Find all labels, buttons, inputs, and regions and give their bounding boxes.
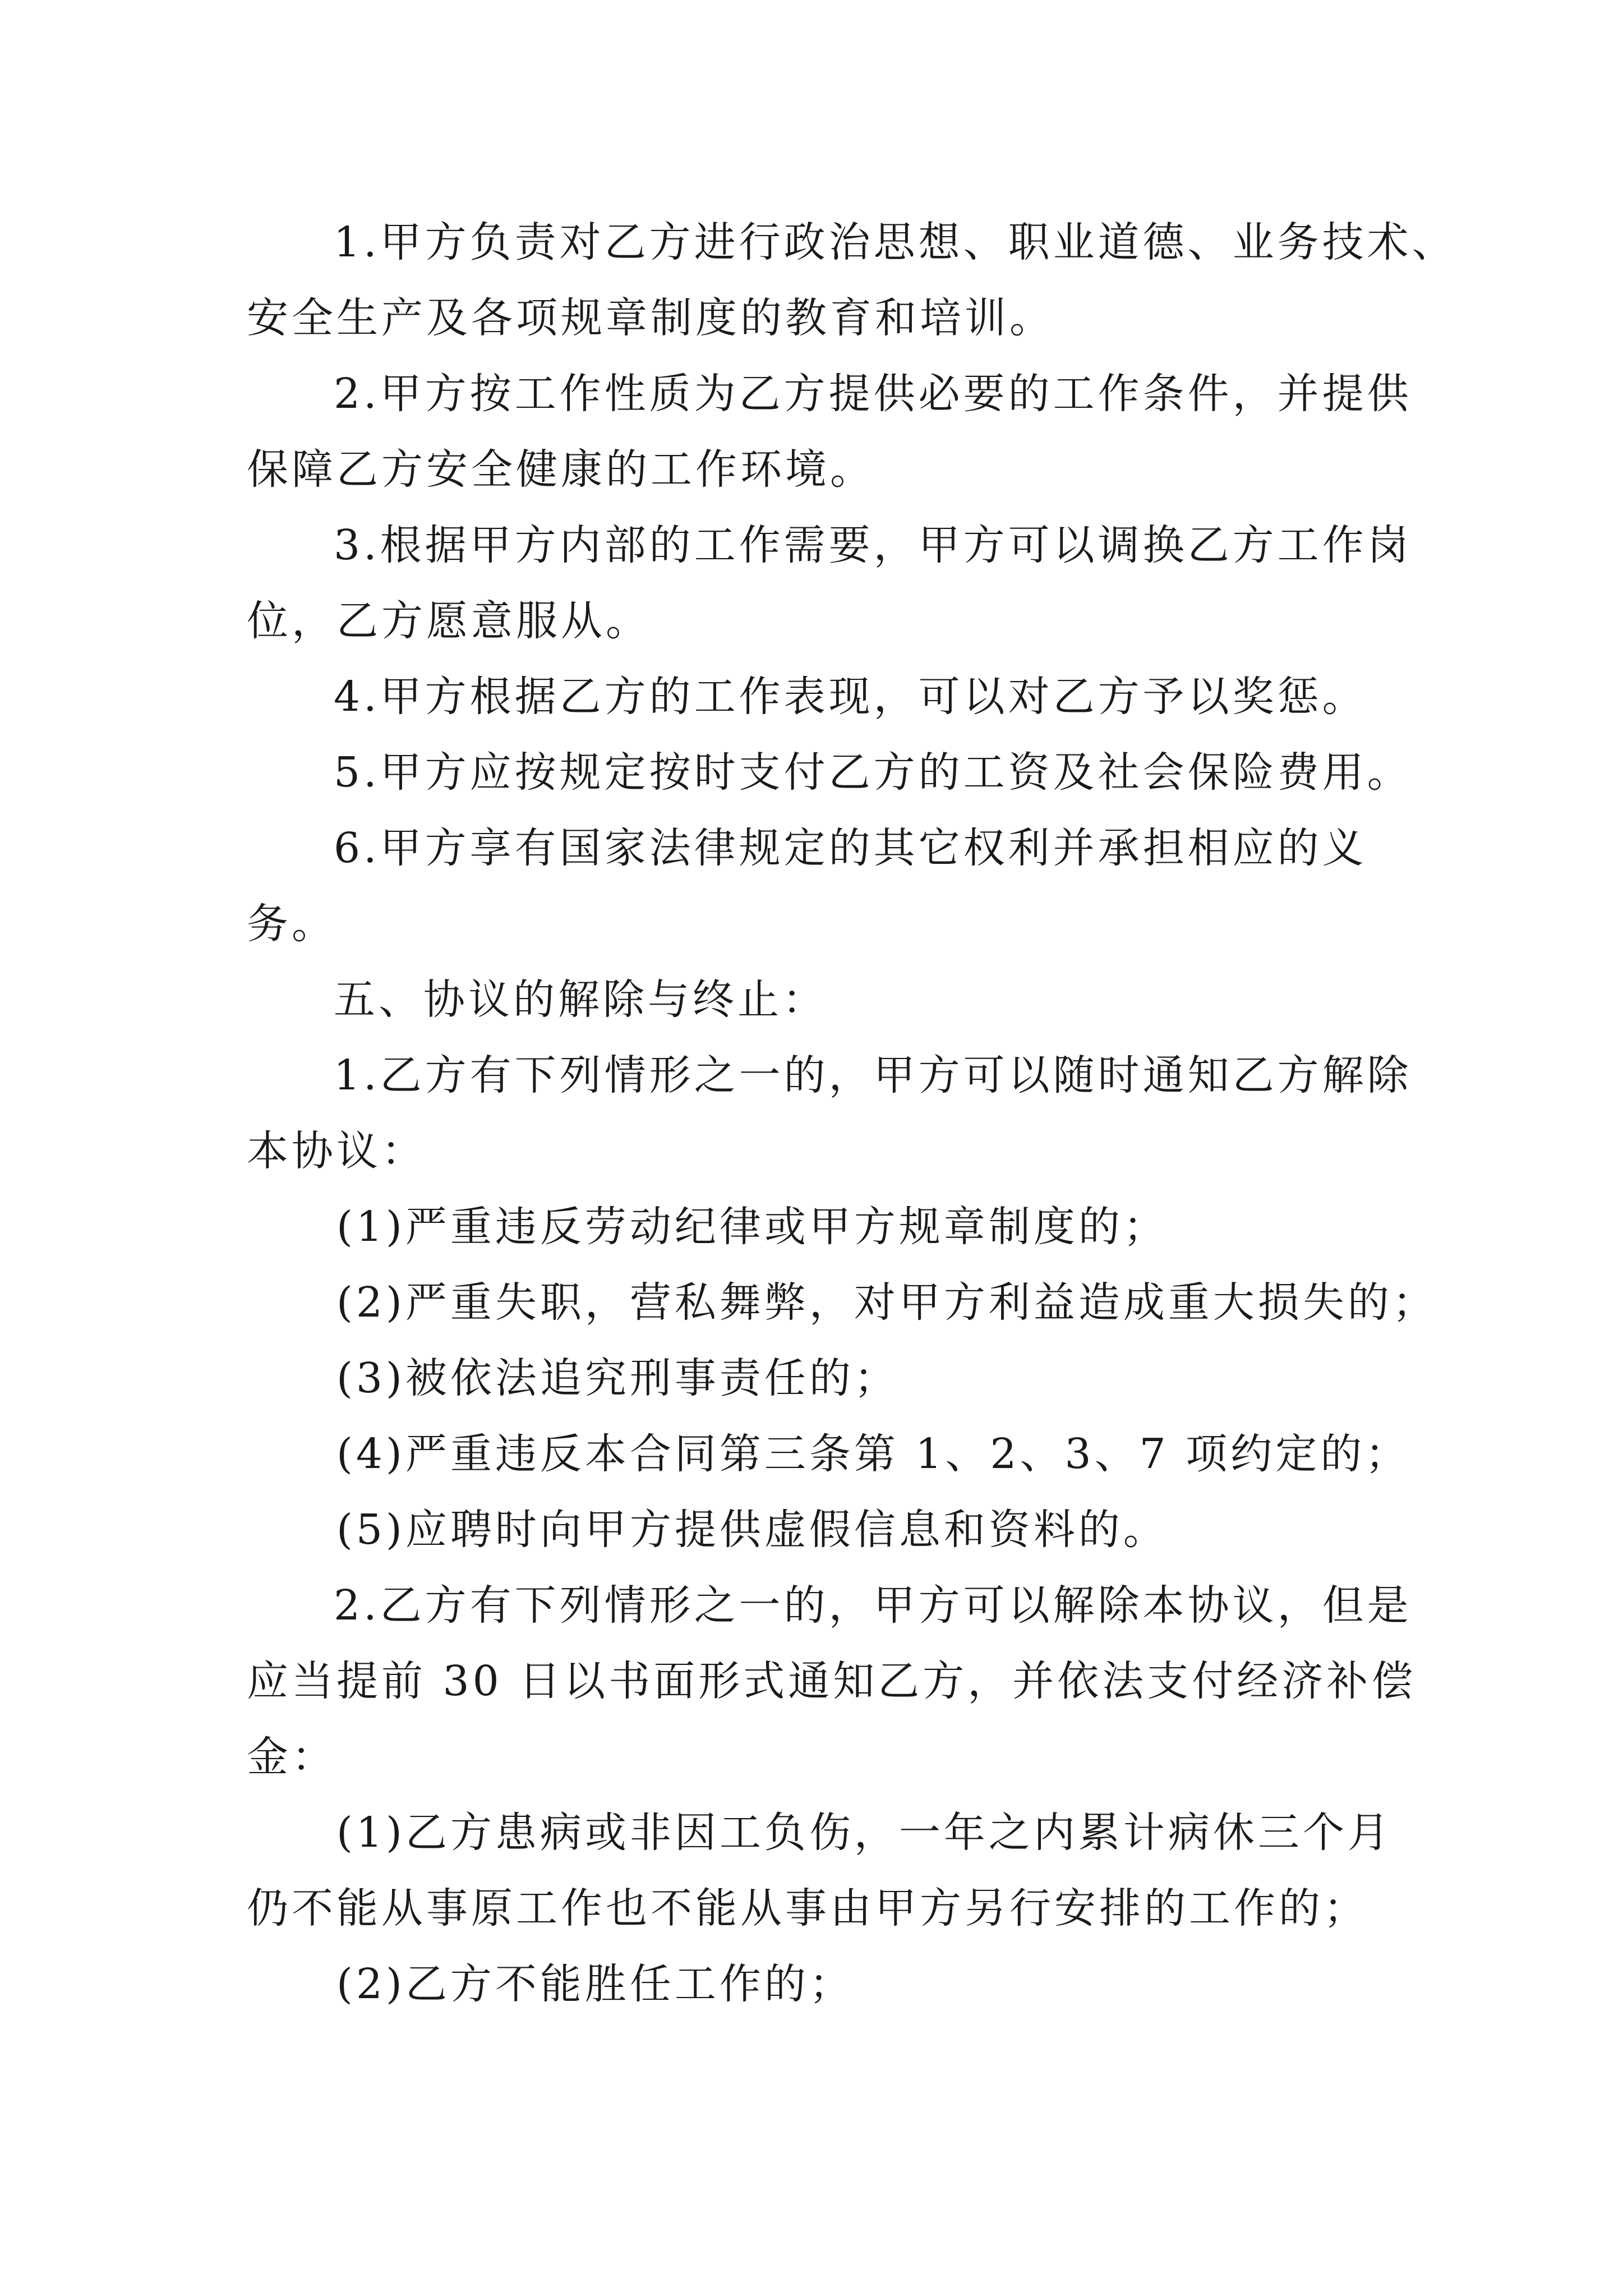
paragraph-line: 本协议： bbox=[247, 1127, 426, 1175]
paragraph-line: 4.甲方根据乙方的工作表现，可以对乙方予以奖惩。 bbox=[334, 673, 1367, 721]
list-item: (5)应聘时向甲方提供虚假信息和资料的。 bbox=[336, 1506, 1168, 1554]
paragraph-line: 务。 bbox=[247, 900, 336, 948]
list-item: (2)乙方不能胜任工作的； bbox=[336, 1960, 854, 2008]
list-item: (2)严重失职，营私舞弊，对甲方利益造成重大损失的； bbox=[336, 1278, 1437, 1327]
section-heading: 五、协议的解除与终止： bbox=[334, 976, 827, 1024]
list-item: (3)被依法追究刑事责任的； bbox=[336, 1354, 899, 1402]
paragraph-line: 6.甲方享有国家法律规定的其它权利并承担相应的义 bbox=[334, 824, 1367, 872]
list-item: (1)乙方患病或非因工负伤，一年之内累计病休三个月 bbox=[336, 1809, 1393, 1857]
paragraph-line: 2.乙方有下列情形之一的，甲方可以解除本协议，但是 bbox=[334, 1581, 1412, 1630]
list-item: (4)严重违反本合同第三条第 1、2、3、7 项约定的； bbox=[336, 1430, 1410, 1478]
paragraph-line: 应当提前 30 日以书面形式通知乙方，并依法支付经济补偿 bbox=[247, 1657, 1417, 1705]
paragraph-line: 2.甲方按工作性质为乙方提供必要的工作条件，并提供 bbox=[334, 370, 1412, 418]
paragraph-line: 1.乙方有下列情形之一的，甲方可以随时通知乙方解除 bbox=[334, 1051, 1412, 1099]
paragraph-line: 5.甲方应按规定按时支付乙方的工资及社会保险费用。 bbox=[334, 748, 1412, 797]
paragraph-line: 金： bbox=[247, 1733, 336, 1781]
paragraph-line: 位，乙方愿意服从。 bbox=[247, 597, 651, 645]
paragraph-line: 安全生产及各项规章制度的教育和培训。 bbox=[247, 294, 1054, 342]
list-item-continuation: 仍不能从事原工作也不能从事由甲方另行安排的工作的； bbox=[247, 1884, 1368, 1932]
paragraph-line: 保障乙方安全健康的工作环境。 bbox=[247, 445, 875, 494]
paragraph-line: 3.根据甲方内部的工作需要，甲方可以调换乙方工作岗 bbox=[334, 521, 1412, 569]
list-item: (1)严重违反劳动纪律或甲方规章制度的； bbox=[336, 1203, 1168, 1251]
paragraph-line: 1.甲方负责对乙方进行政治思想、职业道德、业务技术、 bbox=[334, 218, 1457, 266]
